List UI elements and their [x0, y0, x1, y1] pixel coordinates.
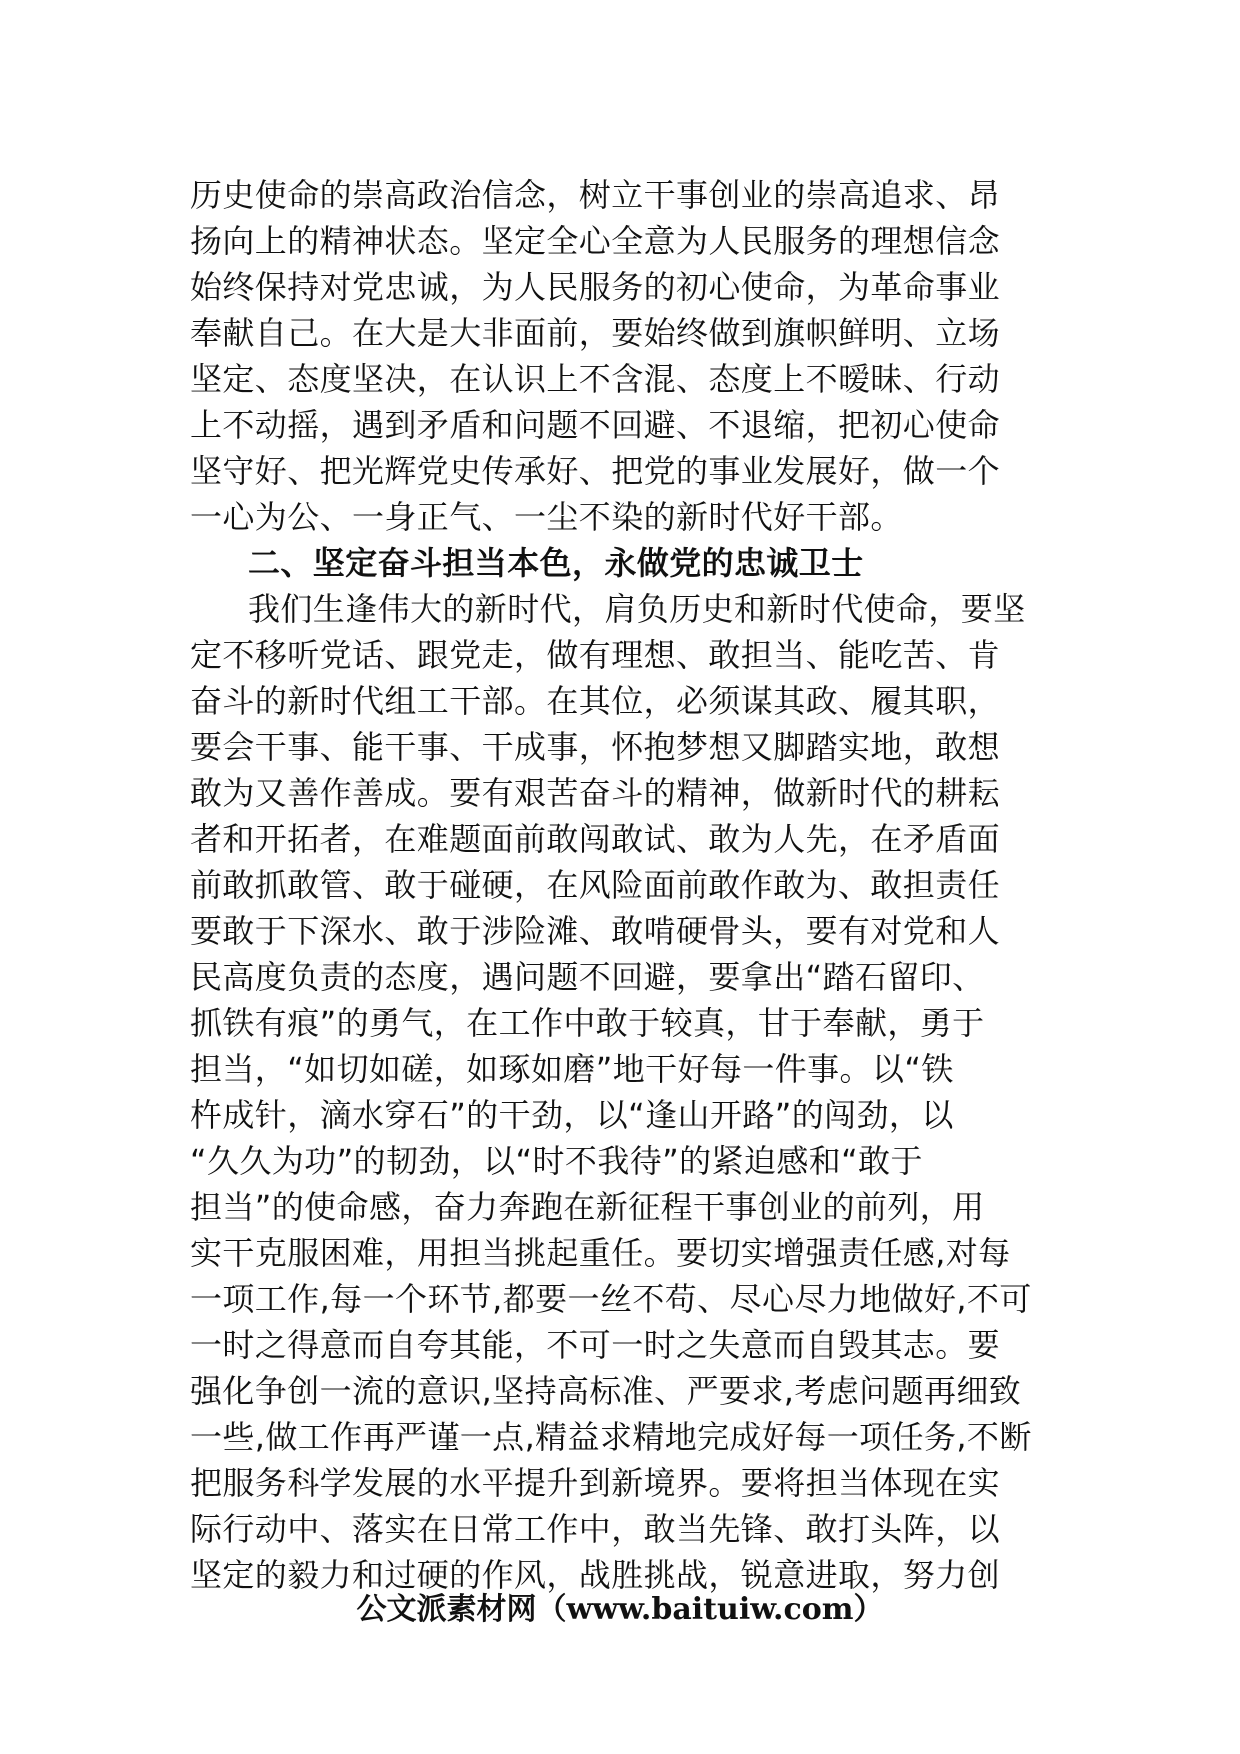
paragraph-line: 一些,做工作再严谨一点,精益求精地完成好每一项任务,不断 — [190, 1418, 1032, 1456]
paragraph-line: 民高度负责的态度，遇问题不回避，要拿出“踏石留印、 — [190, 958, 985, 996]
paragraph-line: 坚定的毅力和过硬的作风，战胜挑战，锐意进取，努力创 — [190, 1556, 1001, 1594]
paragraph-line: 担当，“如切如磋，如琢如磨”地干好每一件事。以“铁 — [190, 1050, 954, 1088]
paragraph-line: 要会干事、能干事、干成事，怀抱梦想又脚踏实地，敢想 — [190, 728, 1001, 766]
paragraph-line: 杵成针，滴水穿石”的干劲，以“逢山开路”的闯劲，以 — [190, 1096, 954, 1134]
paragraph-line: 一项工作,每一个环节,都要一丝不苟、尽心尽力地做好,不可 — [190, 1280, 1032, 1318]
paragraph-line: 前敢抓敢管、敢于碰硬，在风险面前敢作敢为、敢担责任 — [190, 866, 1001, 904]
section-heading: 二、坚定奋斗担当本色，永做党的忠诚卫士 — [248, 544, 864, 582]
paragraph-line: 始终保持对党忠诚，为人民服务的初心使命，为革命事业 — [190, 268, 1001, 306]
footer-source-note: 公文派素材网（www.baituiw.com） — [356, 1592, 884, 1627]
paragraph-line: 奉献自己。在大是大非面前，要始终做到旗帜鲜明、立场 — [190, 314, 1001, 352]
paragraph-line: 扬向上的精神状态。坚定全心全意为人民服务的理想信念 — [190, 222, 1001, 260]
paragraph-line: 强化争创一流的意识,坚持高标准、严要求,考虑问题再细致 — [190, 1372, 1022, 1410]
paragraph-line: 历史使命的崇高政治信念，树立干事创业的崇高追求、昂 — [190, 176, 1001, 214]
paragraph-line: 坚定、态度坚决，在认识上不含混、态度上不暧昧、行动 — [190, 360, 1001, 398]
paragraph-line: 敢为又善作善成。要有艰苦奋斗的精神，做新时代的耕耘 — [190, 774, 1001, 812]
paragraph-line: 要敢于下深水、敢于涉险滩、敢啃硬骨头，要有对党和人 — [190, 912, 1001, 950]
paragraph-line: 实干克服困难，用担当挑起重任。要切实增强责任感,对每 — [190, 1234, 1011, 1272]
paragraph-line: 把服务科学发展的水平提升到新境界。要将担当体现在实 — [190, 1464, 1001, 1502]
paragraph-line: 定不移听党话、跟党走，做有理想、敢担当、能吃苦、肯 — [190, 636, 1001, 674]
paragraph-line: 抓铁有痕”的勇气，在工作中敢于较真，甘于奉献，勇于 — [190, 1004, 985, 1042]
paragraph-line: “久久为功”的韧劲，以“时不我待”的紧迫感和“敢于 — [190, 1142, 923, 1180]
paragraph-line: 我们生逢伟大的新时代，肩负历史和新时代使命，要坚 — [248, 590, 1026, 628]
paragraph-line: 奋斗的新时代组工干部。在其位，必须谋其政、履其职， — [190, 682, 1001, 720]
paragraph-line: 一心为公、一身正气、一尘不染的新时代好干部。 — [190, 498, 903, 536]
paragraph-line: 坚守好、把光辉党史传承好、把党的事业发展好，做一个 — [190, 452, 1001, 490]
paragraph-line: 际行动中、落实在日常工作中，敢当先锋、敢打头阵，以 — [190, 1510, 1001, 1548]
body-text — [190, 172, 1060, 1598]
paragraph-line: 者和开拓者，在难题面前敢闯敢试、敢为人先，在矛盾面 — [190, 820, 1001, 858]
paragraph-line: 上不动摇，遇到矛盾和问题不回避、不退缩，把初心使命 — [190, 406, 1001, 444]
paragraph-line: 一时之得意而自夸其能，不可一时之失意而自毁其志。要 — [190, 1326, 1001, 1364]
paragraph-line: 担当”的使命感，奋力奔跑在新征程干事创业的前列，用 — [190, 1188, 985, 1226]
